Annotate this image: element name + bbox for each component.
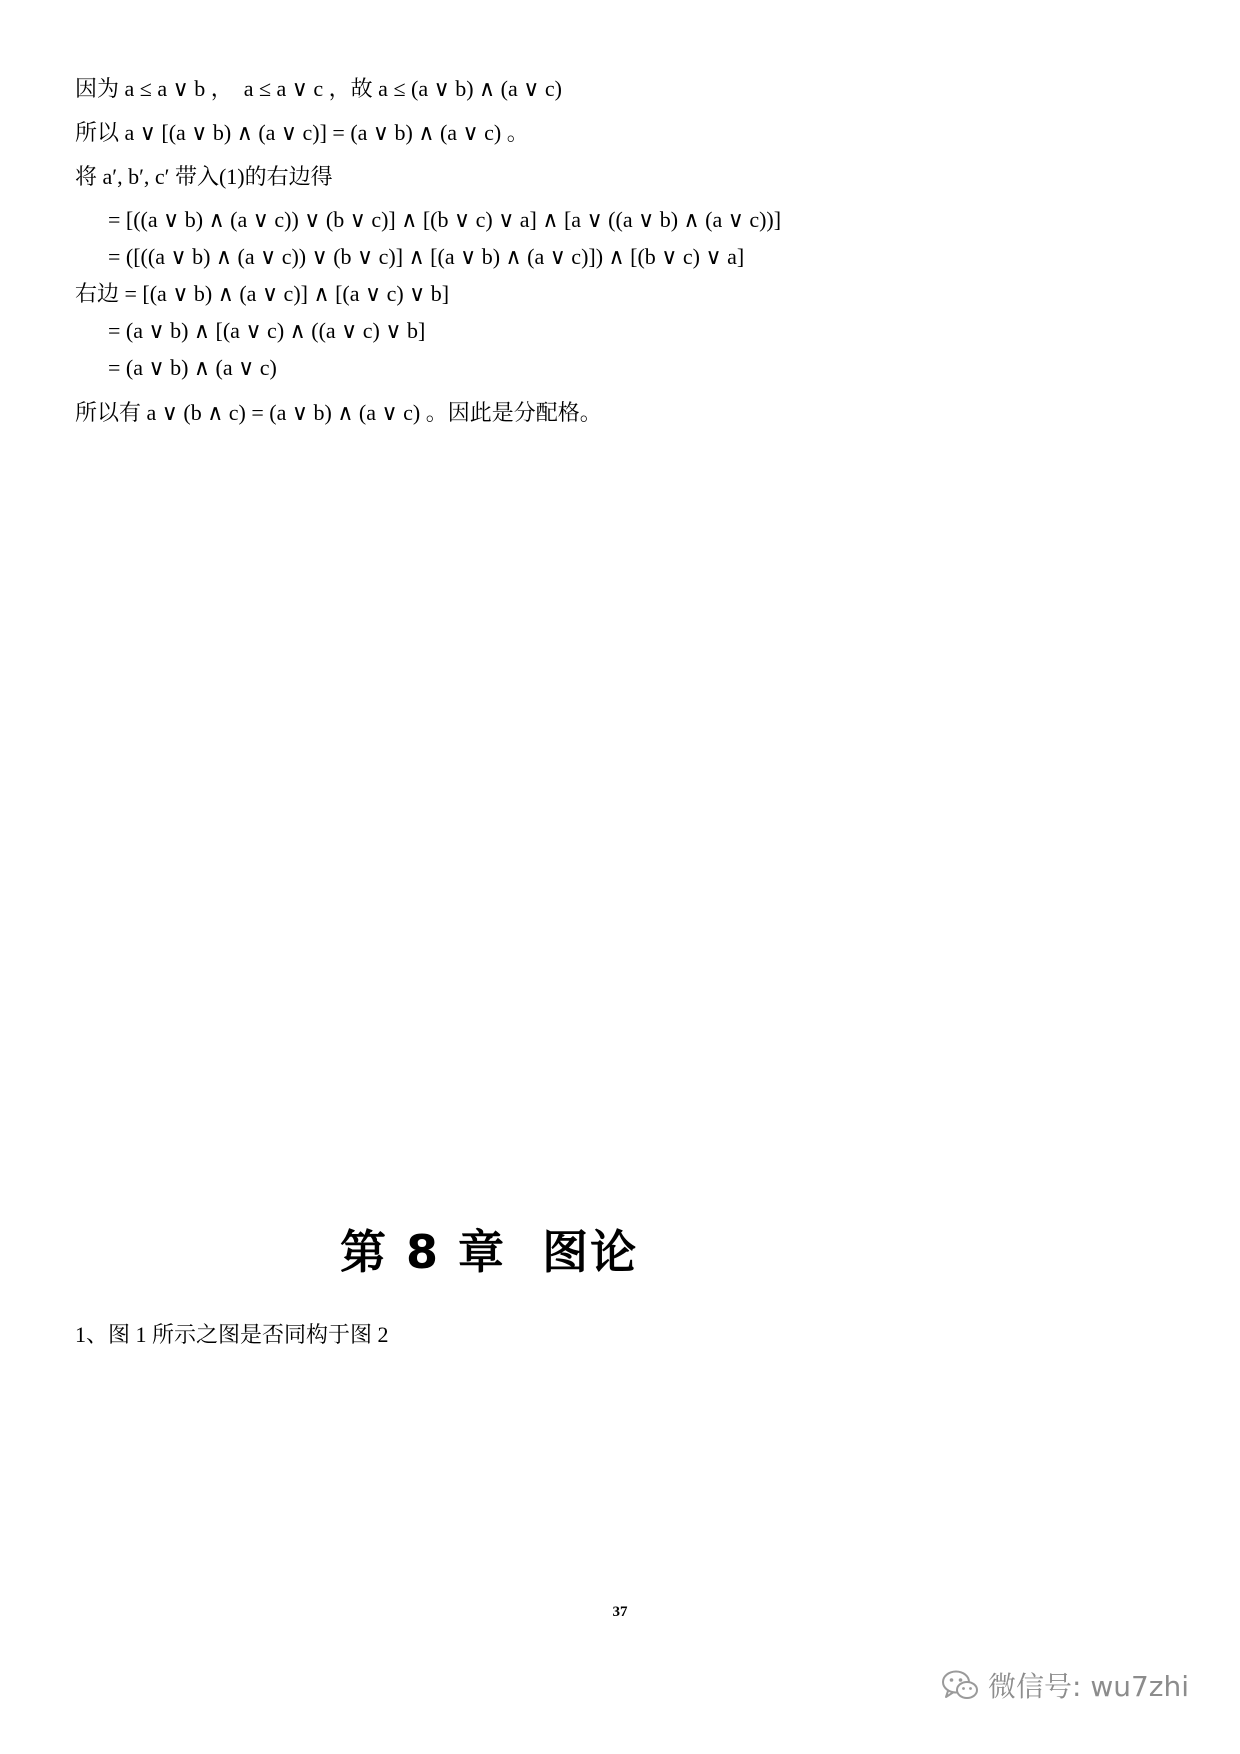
text-line-4: = [((a ∨ b) ∧ (a ∨ c)) ∨ (b ∨ c)] ∧ [(b ∨ c) ∨ a] ∧ [a ∨ ((a ∨ b) ∧ (a ∨ c))] [75,207,782,232]
text-line-8: = (a ∨ b) ∧ (a ∨ c) [75,355,277,380]
wechat-icon [940,1668,980,1702]
watermark [940,1665,1189,1705]
text-line-2: 所以 a ∨ [(a ∨ b) ∧ (a ∨ c)] = (a ∨ b) ∧ (a ∨ c) 。 [75,120,529,145]
chapter-title: 第 8 章 图论 [340,1225,639,1279]
text-line-5: = ([((a ∨ b) ∧ (a ∨ c)) ∨ (b ∨ c)] ∧ [(a ∨ b) ∧ (a ∨ c)]) ∧ [(b ∨ c) ∨ a] [75,244,745,269]
watermark-text: 微信号: wu7zhi [988,1670,1190,1703]
question-1: 1、图 1 所示之图是否同构于图 2 [75,1322,389,1347]
text-line-3: 将 a′, b′, c′ 带入(1)的右边得 [75,164,333,189]
text-line-6: 右边 = [(a ∨ b) ∧ (a ∨ c)] ∧ [(a ∨ c) ∨ b] [75,281,450,306]
text-line-9: 所以有 a ∨ (b ∧ c) = (a ∨ b) ∧ (a ∨ c) 。因此是分配格。 [75,400,602,425]
page-number: 37 [612,1604,628,1620]
text-line-7: = (a ∨ b) ∧ [(a ∨ c) ∧ ((a ∨ c) ∨ b] [75,318,426,343]
text-line-1: 因为 a ≤ a ∨ b ， a ≤ a ∨ c ，故 a ≤ (a ∨ b) ∧ (a ∨ c) [75,76,562,101]
